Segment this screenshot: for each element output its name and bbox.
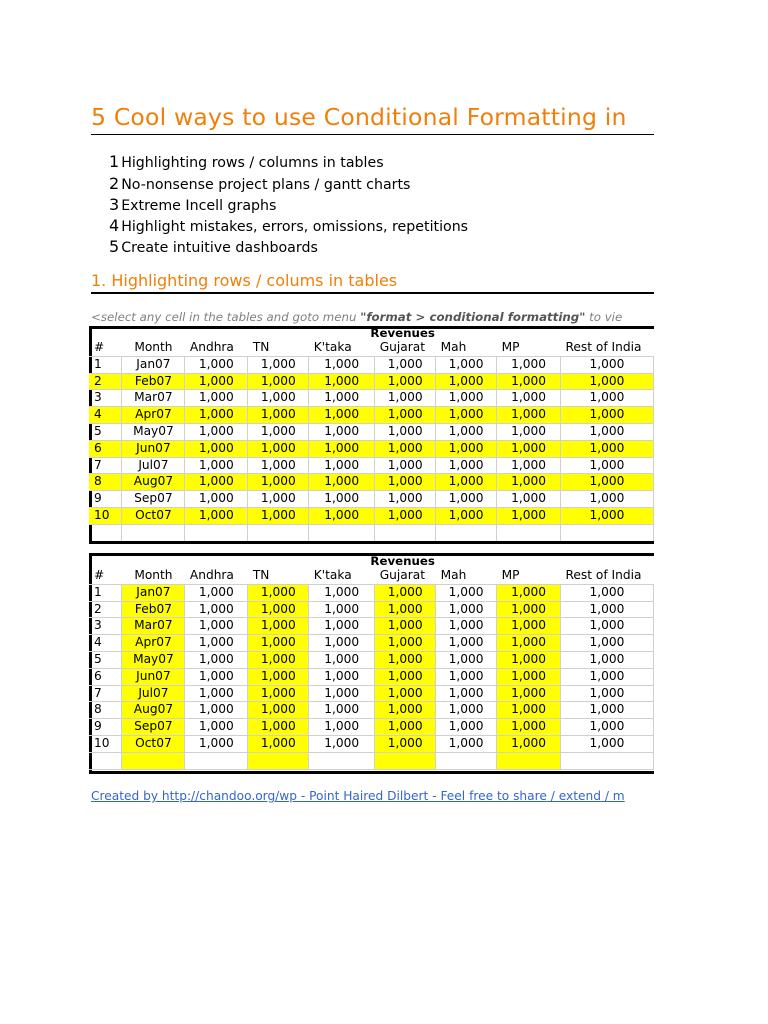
month-cell[interactable]: Feb07: [122, 373, 185, 390]
revenue-table-rows-highlighted: [89, 327, 654, 542]
row-number-cell[interactable]: 4: [89, 635, 122, 652]
revenue-cell[interactable]: 1,000: [436, 356, 497, 373]
revenue-cell[interactable]: 1,000: [309, 507, 375, 524]
month-cell[interactable]: Jun07: [122, 668, 185, 685]
row-number-cell[interactable]: 10: [89, 507, 122, 524]
revenue-cell[interactable]: 1,000: [185, 668, 248, 685]
column-header-row: [89, 340, 654, 356]
table-row: [89, 584, 654, 601]
revenue-cell[interactable]: 1,000: [497, 423, 561, 440]
list-item-text: Highlighting rows / columns in tables: [121, 155, 384, 171]
revenue-cell[interactable]: 1,000: [375, 474, 436, 491]
column-header[interactable]: Andhra: [185, 568, 248, 584]
revenue-cell[interactable]: 1,000: [185, 507, 248, 524]
empty-cell[interactable]: [497, 524, 561, 541]
revenue-cell[interactable]: 1,000: [560, 685, 653, 702]
revenue-cell[interactable]: 1,000: [185, 356, 248, 373]
revenue-cell[interactable]: 1,000: [560, 356, 653, 373]
revenue-cell[interactable]: 1,000: [248, 474, 309, 491]
page-title: 5 Cool ways to use Conditional Formatting in: [91, 103, 627, 131]
row-number-cell[interactable]: 4: [89, 407, 122, 424]
revenue-cell[interactable]: 1,000: [436, 618, 497, 635]
revenue-cell[interactable]: 1,000: [309, 407, 375, 424]
revenue-cell[interactable]: 1,000: [185, 440, 248, 457]
revenue-cell[interactable]: 1,000: [248, 735, 309, 752]
revenue-cell[interactable]: 1,000: [248, 635, 309, 652]
revenue-cell[interactable]: 1,000: [497, 390, 561, 407]
column-header[interactable]: MP: [497, 568, 561, 584]
revenue-cell[interactable]: 1,000: [560, 390, 653, 407]
revenue-cell[interactable]: 1,000: [497, 457, 561, 474]
month-cell[interactable]: Mar07: [122, 618, 185, 635]
row-number-cell[interactable]: 5: [89, 423, 122, 440]
revenue-cell[interactable]: 1,000: [309, 668, 375, 685]
list-item-number: 3: [109, 195, 120, 214]
revenue-cell[interactable]: 1,000: [375, 618, 436, 635]
revenue-cell[interactable]: 1,000: [309, 719, 375, 736]
list-item-number: 5: [109, 237, 120, 256]
empty-cell[interactable]: [375, 752, 436, 769]
revenue-cell[interactable]: 1,000: [309, 601, 375, 618]
revenue-cell[interactable]: 1,000: [309, 440, 375, 457]
table-row: [89, 507, 654, 524]
column-header[interactable]: Andhra: [185, 340, 248, 356]
column-header[interactable]: #: [89, 340, 122, 356]
revenue-cell[interactable]: 1,000: [375, 390, 436, 407]
row-number-cell[interactable]: 1: [89, 356, 122, 373]
revenue-cell[interactable]: 1,000: [248, 685, 309, 702]
table-row: [89, 407, 654, 424]
revenue-cell[interactable]: 1,000: [248, 356, 309, 373]
instruction-suffix: to vie: [585, 310, 623, 324]
empty-cell[interactable]: [560, 752, 653, 769]
month-cell[interactable]: Jul07: [122, 685, 185, 702]
revenue-cell[interactable]: 1,000: [248, 668, 309, 685]
list-item-text: Highlight mistakes, errors, omissions, repetitions: [121, 219, 469, 235]
revenues-group-header: Revenues: [370, 327, 435, 340]
empty-cell[interactable]: [89, 524, 122, 541]
revenue-cell[interactable]: 1,000: [375, 635, 436, 652]
list-item-number: 2: [109, 174, 120, 193]
revenue-cell[interactable]: 1,000: [248, 457, 309, 474]
table-row: [89, 373, 654, 390]
row-number-cell[interactable]: 1: [89, 584, 122, 601]
revenue-cell[interactable]: 1,000: [375, 601, 436, 618]
row-number-cell[interactable]: 8: [89, 474, 122, 491]
list-item-number: 4: [109, 216, 120, 235]
revenue-cell[interactable]: 1,000: [497, 685, 561, 702]
row-number-cell[interactable]: 2: [89, 373, 122, 390]
revenue-cell[interactable]: 1,000: [309, 618, 375, 635]
revenue-cell[interactable]: 1,000: [560, 491, 653, 508]
empty-cell[interactable]: [309, 752, 375, 769]
column-header[interactable]: Mah: [436, 568, 497, 584]
empty-cell[interactable]: [560, 524, 653, 541]
month-cell[interactable]: Sep07: [122, 491, 185, 508]
revenue-cell[interactable]: 1,000: [185, 457, 248, 474]
revenue-cell[interactable]: 1,000: [497, 440, 561, 457]
revenue-cell[interactable]: 1,000: [497, 356, 561, 373]
revenue-cell[interactable]: 1,000: [497, 618, 561, 635]
row-number-cell[interactable]: 3: [89, 390, 122, 407]
revenue-cell[interactable]: 1,000: [185, 702, 248, 719]
section-heading: 1. Highlighting rows / colums in tables: [91, 271, 398, 290]
revenue-cell[interactable]: 1,000: [436, 457, 497, 474]
row-number-cell[interactable]: 2: [89, 601, 122, 618]
revenue-cell[interactable]: 1,000: [497, 373, 561, 390]
revenue-cell[interactable]: 1,000: [375, 584, 436, 601]
list-item-text: Create intuitive dashboards: [121, 240, 318, 256]
revenue-cell[interactable]: 1,000: [436, 407, 497, 424]
empty-row: [89, 752, 654, 769]
month-cell[interactable]: May07: [122, 423, 185, 440]
empty-cell[interactable]: [375, 524, 436, 541]
revenue-cell[interactable]: 1,000: [560, 474, 653, 491]
empty-cell[interactable]: [122, 752, 185, 769]
revenue-cell[interactable]: 1,000: [248, 373, 309, 390]
revenue-cell[interactable]: 1,000: [560, 423, 653, 440]
revenue-cell[interactable]: 1,000: [436, 474, 497, 491]
revenue-cell[interactable]: 1,000: [560, 719, 653, 736]
revenue-cell[interactable]: 1,000: [560, 651, 653, 668]
instruction-text: [91, 310, 622, 324]
revenue-cell[interactable]: 1,000: [375, 668, 436, 685]
revenues-group-header: Revenues: [370, 555, 435, 568]
revenue-cell[interactable]: 1,000: [248, 423, 309, 440]
revenue-cell[interactable]: 1,000: [497, 668, 561, 685]
revenue-cell[interactable]: 1,000: [436, 390, 497, 407]
group-header-row: [89, 327, 654, 340]
revenue-cell[interactable]: 1,000: [375, 685, 436, 702]
column-header[interactable]: TN: [248, 568, 309, 584]
table-row: [89, 601, 654, 618]
empty-row: [89, 524, 654, 541]
month-cell[interactable]: Jan07: [122, 356, 185, 373]
revenue-cell[interactable]: 1,000: [497, 584, 561, 601]
revenue-cell[interactable]: 1,000: [436, 584, 497, 601]
month-cell[interactable]: Apr07: [122, 407, 185, 424]
empty-cell[interactable]: [248, 752, 309, 769]
revenue-cell[interactable]: 1,000: [309, 685, 375, 702]
revenue-cell[interactable]: 1,000: [309, 474, 375, 491]
table-row: [89, 618, 654, 635]
month-cell[interactable]: Oct07: [122, 507, 185, 524]
month-cell[interactable]: Oct07: [122, 735, 185, 752]
column-header[interactable]: K'taka: [309, 568, 375, 584]
revenue-cell[interactable]: 1,000: [436, 685, 497, 702]
column-header-row: [89, 568, 654, 584]
revenue-cell[interactable]: 1,000: [248, 584, 309, 601]
revenue-cell[interactable]: 1,000: [436, 719, 497, 736]
row-number-cell[interactable]: 8: [89, 702, 122, 719]
revenue-cell[interactable]: 1,000: [375, 651, 436, 668]
revenue-cell[interactable]: 1,000: [185, 618, 248, 635]
revenue-cell[interactable]: 1,000: [375, 702, 436, 719]
table-row: [89, 474, 654, 491]
empty-cell[interactable]: [122, 524, 185, 541]
revenue-cell[interactable]: 1,000: [375, 735, 436, 752]
revenue-cell[interactable]: 1,000: [497, 507, 561, 524]
revenue-cell[interactable]: 1,000: [497, 719, 561, 736]
revenue-cell[interactable]: 1,000: [560, 635, 653, 652]
revenue-cell[interactable]: 1,000: [497, 651, 561, 668]
revenue-cell[interactable]: 1,000: [309, 735, 375, 752]
empty-cell[interactable]: [436, 752, 497, 769]
revenue-cell[interactable]: 1,000: [185, 685, 248, 702]
table-row: [89, 440, 654, 457]
revenue-cell[interactable]: 1,000: [248, 407, 309, 424]
revenue-cell[interactable]: 1,000: [436, 702, 497, 719]
empty-cell[interactable]: [436, 524, 497, 541]
revenue-cell[interactable]: 1,000: [497, 735, 561, 752]
revenue-cell[interactable]: 1,000: [309, 423, 375, 440]
table2-bottom-border: [89, 771, 654, 774]
table-row: [89, 390, 654, 407]
revenue-cell[interactable]: 1,000: [436, 373, 497, 390]
revenue-cell[interactable]: 1,000: [248, 440, 309, 457]
revenue-cell[interactable]: 1,000: [436, 440, 497, 457]
revenue-cell[interactable]: 1,000: [560, 457, 653, 474]
revenue-cell[interactable]: 1,000: [309, 702, 375, 719]
row-number-cell[interactable]: 5: [89, 651, 122, 668]
revenue-cell[interactable]: 1,000: [248, 601, 309, 618]
row-number-cell[interactable]: 6: [89, 440, 122, 457]
list-item-text: Extreme Incell graphs: [121, 198, 277, 214]
revenue-cell[interactable]: 1,000: [560, 702, 653, 719]
revenue-cell[interactable]: 1,000: [248, 491, 309, 508]
month-cell[interactable]: Aug07: [122, 702, 185, 719]
revenue-cell[interactable]: 1,000: [436, 735, 497, 752]
table-row: [89, 735, 654, 752]
group-header-row: [89, 555, 654, 568]
revenue-cell[interactable]: 1,000: [375, 356, 436, 373]
revenue-cell[interactable]: 1,000: [185, 651, 248, 668]
revenue-cell[interactable]: 1,000: [185, 584, 248, 601]
column-header[interactable]: Month: [122, 568, 185, 584]
revenue-cell[interactable]: 1,000: [560, 407, 653, 424]
column-header[interactable]: Gujarat: [375, 340, 436, 356]
revenue-cell[interactable]: 1,000: [497, 491, 561, 508]
table-row: [89, 356, 654, 373]
revenue-cell[interactable]: 1,000: [185, 635, 248, 652]
revenue-cell[interactable]: 1,000: [436, 423, 497, 440]
revenue-cell[interactable]: 1,000: [560, 668, 653, 685]
revenue-cell[interactable]: 1,000: [185, 601, 248, 618]
revenue-cell[interactable]: 1,000: [560, 735, 653, 752]
table-row: [89, 702, 654, 719]
revenue-cell[interactable]: 1,000: [436, 601, 497, 618]
revenue-cell[interactable]: 1,000: [436, 635, 497, 652]
column-header[interactable]: Rest of India: [560, 568, 653, 584]
revenue-cell[interactable]: 1,000: [248, 651, 309, 668]
table-row: [89, 423, 654, 440]
revenue-cell[interactable]: 1,000: [185, 423, 248, 440]
column-header[interactable]: MP: [497, 340, 561, 356]
revenue-cell[interactable]: 1,000: [185, 390, 248, 407]
revenue-cell[interactable]: 1,000: [560, 618, 653, 635]
revenue-cell[interactable]: 1,000: [309, 356, 375, 373]
list-item-text: No-nonsense project plans / gantt charts: [121, 177, 411, 193]
revenue-cell[interactable]: 1,000: [560, 373, 653, 390]
revenue-cell[interactable]: 1,000: [185, 735, 248, 752]
revenue-cell[interactable]: 1,000: [560, 440, 653, 457]
month-cell[interactable]: Sep07: [122, 719, 185, 736]
revenue-cell[interactable]: 1,000: [248, 507, 309, 524]
revenue-cell[interactable]: 1,000: [560, 601, 653, 618]
list-item: [109, 237, 318, 258]
instruction-menu: "format > conditional formatting": [360, 310, 586, 324]
footer-credit-link[interactable]: Created by http://chandoo.org/wp - Point Haired Dilbert - Feel free to share / extend / m: [91, 789, 625, 803]
column-header[interactable]: Rest of India: [560, 340, 653, 356]
revenue-cell[interactable]: 1,000: [436, 668, 497, 685]
table-row: [89, 719, 654, 736]
row-number-cell[interactable]: 7: [89, 685, 122, 702]
column-header[interactable]: TN: [248, 340, 309, 356]
revenue-cell[interactable]: 1,000: [185, 491, 248, 508]
table-row: [89, 668, 654, 685]
table-row: [89, 685, 654, 702]
month-cell[interactable]: Mar07: [122, 390, 185, 407]
list-item-number: 1: [109, 152, 120, 171]
month-cell[interactable]: Feb07: [122, 601, 185, 618]
table1-bottom-border: [89, 541, 654, 544]
list-item: [109, 174, 410, 195]
revenue-cell[interactable]: 1,000: [185, 474, 248, 491]
revenue-cell[interactable]: 1,000: [248, 390, 309, 407]
revenue-cell[interactable]: 1,000: [375, 719, 436, 736]
table-row: [89, 651, 654, 668]
revenue-cell[interactable]: 1,000: [560, 507, 653, 524]
revenue-cell[interactable]: 1,000: [185, 719, 248, 736]
revenue-cell[interactable]: 1,000: [185, 373, 248, 390]
revenue-cell[interactable]: 1,000: [248, 719, 309, 736]
month-cell[interactable]: Jul07: [122, 457, 185, 474]
revenue-cell[interactable]: 1,000: [436, 507, 497, 524]
revenue-cell[interactable]: 1,000: [309, 635, 375, 652]
empty-cell[interactable]: [248, 524, 309, 541]
revenue-cell[interactable]: 1,000: [309, 457, 375, 474]
list-item: [109, 195, 276, 216]
month-cell[interactable]: Apr07: [122, 635, 185, 652]
revenue-cell[interactable]: 1,000: [309, 491, 375, 508]
empty-cell[interactable]: [309, 524, 375, 541]
revenue-cell[interactable]: 1,000: [436, 651, 497, 668]
revenue-cell[interactable]: 1,000: [497, 601, 561, 618]
month-cell[interactable]: May07: [122, 651, 185, 668]
month-cell[interactable]: Jun07: [122, 440, 185, 457]
revenue-cell[interactable]: 1,000: [560, 584, 653, 601]
revenue-cell[interactable]: 1,000: [309, 651, 375, 668]
table-row: [89, 491, 654, 508]
revenue-cell[interactable]: 1,000: [375, 507, 436, 524]
row-number-cell[interactable]: 7: [89, 457, 122, 474]
month-cell[interactable]: Jan07: [122, 584, 185, 601]
revenue-cell[interactable]: 1,000: [185, 407, 248, 424]
revenue-cell[interactable]: 1,000: [375, 440, 436, 457]
revenue-cell[interactable]: 1,000: [309, 373, 375, 390]
empty-cell[interactable]: [185, 752, 248, 769]
revenue-cell[interactable]: 1,000: [436, 491, 497, 508]
column-header[interactable]: Gujarat: [375, 568, 436, 584]
list-item: [109, 152, 384, 173]
row-number-cell[interactable]: 3: [89, 618, 122, 635]
column-header[interactable]: Month: [122, 340, 185, 356]
revenue-cell[interactable]: 1,000: [375, 457, 436, 474]
row-number-cell[interactable]: 10: [89, 735, 122, 752]
row-number-cell[interactable]: 9: [89, 719, 122, 736]
revenue-cell[interactable]: 1,000: [375, 423, 436, 440]
revenue-cell[interactable]: 1,000: [375, 373, 436, 390]
revenue-cell[interactable]: 1,000: [375, 491, 436, 508]
revenue-cell[interactable]: 1,000: [248, 618, 309, 635]
revenue-cell[interactable]: 1,000: [248, 702, 309, 719]
empty-cell[interactable]: [185, 524, 248, 541]
revenue-cell[interactable]: 1,000: [497, 407, 561, 424]
table-row: [89, 457, 654, 474]
revenue-cell[interactable]: 1,000: [497, 474, 561, 491]
empty-cell[interactable]: [497, 752, 561, 769]
month-cell[interactable]: Aug07: [122, 474, 185, 491]
revenue-cell[interactable]: 1,000: [309, 390, 375, 407]
column-header[interactable]: #: [89, 568, 122, 584]
row-number-cell[interactable]: 6: [89, 668, 122, 685]
instruction-prefix: <select any cell in the tables and goto menu: [91, 310, 361, 324]
column-header[interactable]: Mah: [436, 340, 497, 356]
revenue-table-columns-highlighted: [89, 555, 654, 770]
revenue-cell[interactable]: 1,000: [309, 584, 375, 601]
section-underline: [91, 292, 654, 294]
table-row: [89, 635, 654, 652]
list-item: [109, 216, 468, 237]
row-number-cell[interactable]: 9: [89, 491, 122, 508]
revenue-cell[interactable]: 1,000: [375, 407, 436, 424]
title-underline: [91, 134, 654, 135]
column-header[interactable]: K'taka: [309, 340, 375, 356]
revenue-cell[interactable]: 1,000: [497, 635, 561, 652]
revenue-cell[interactable]: 1,000: [497, 702, 561, 719]
empty-cell[interactable]: [89, 752, 122, 769]
